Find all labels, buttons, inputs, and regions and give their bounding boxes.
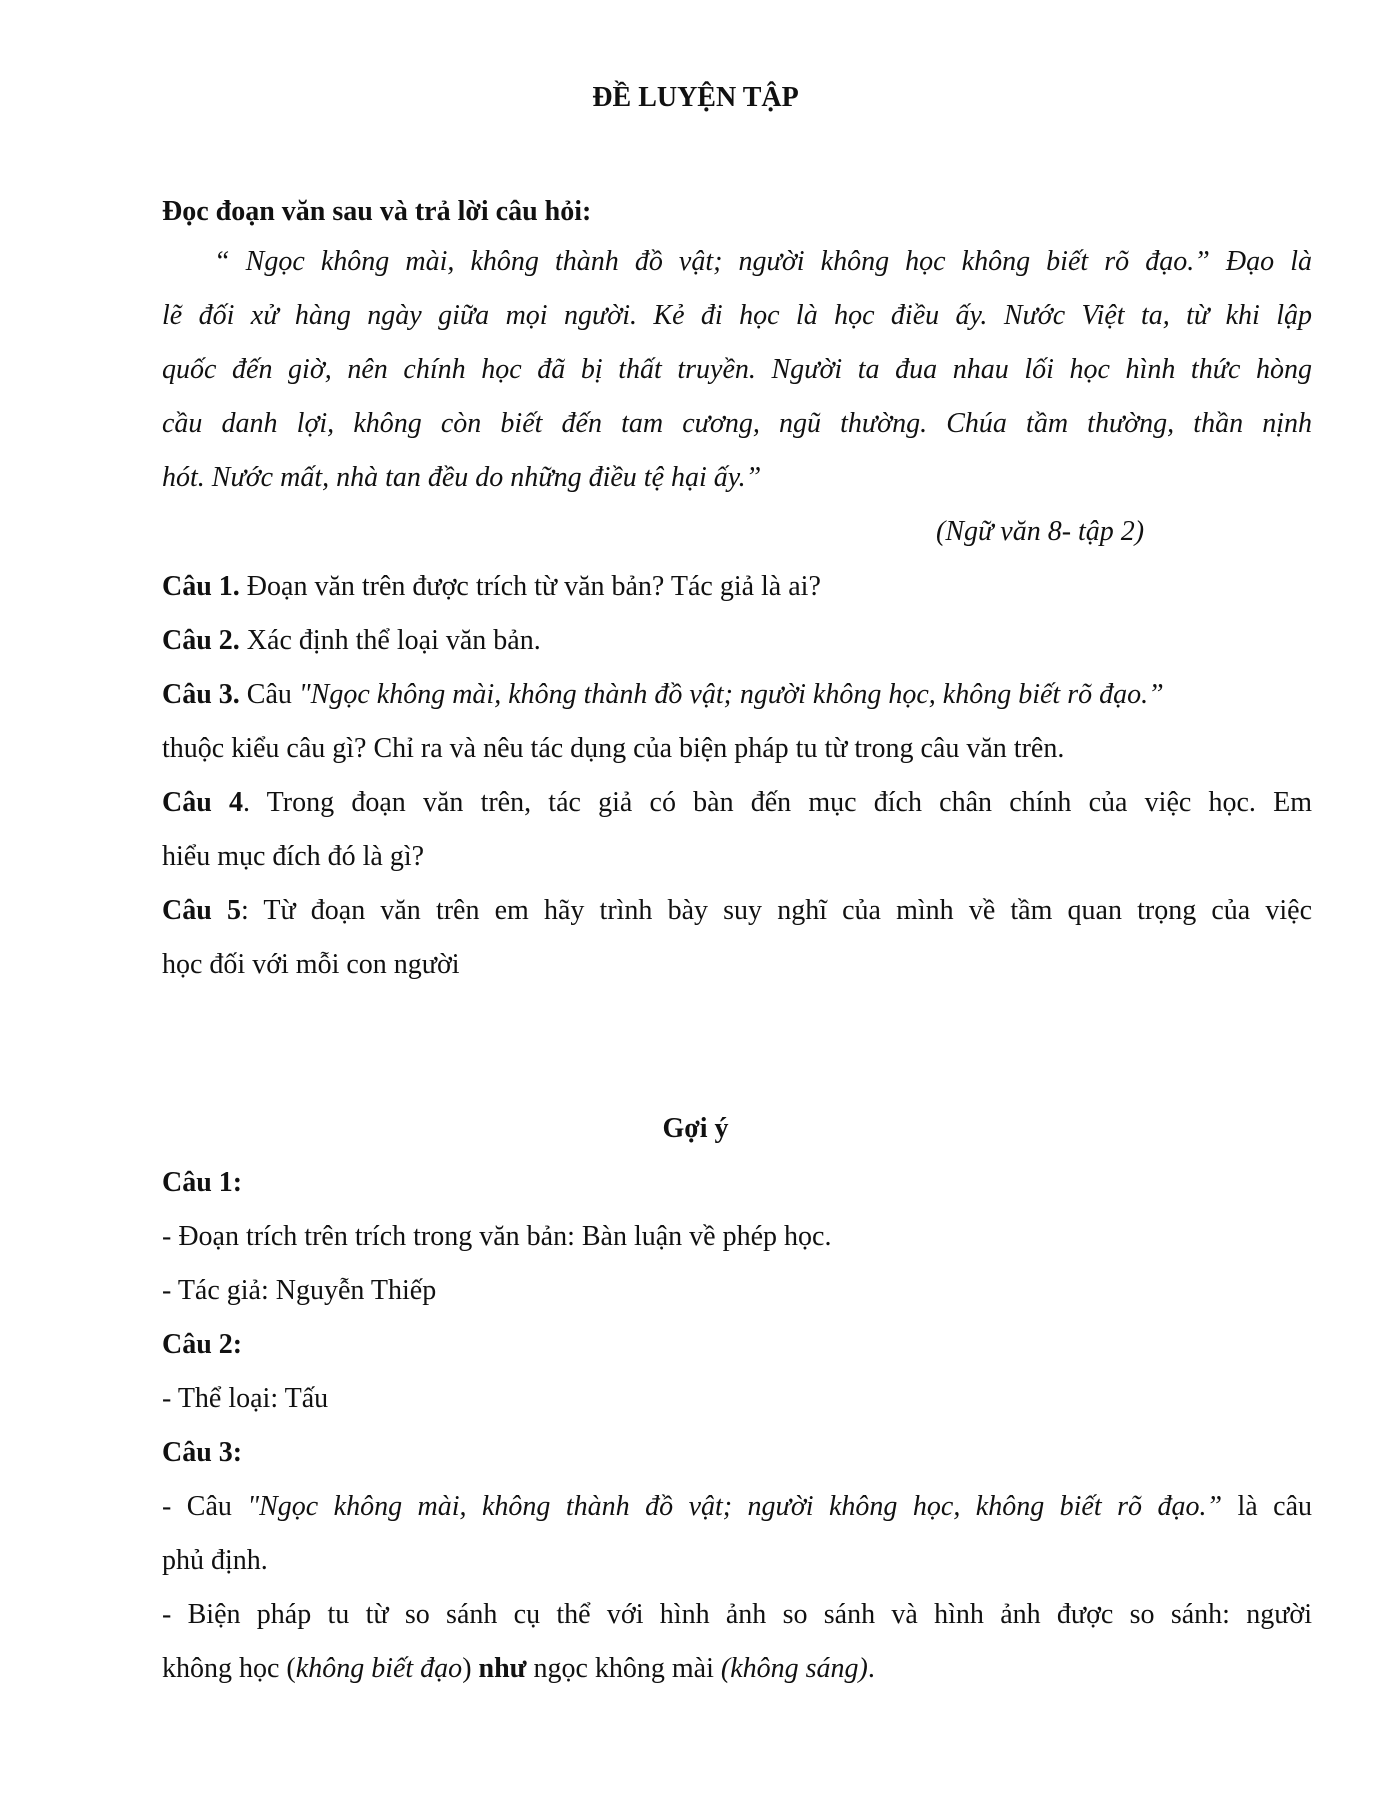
question-5-text: : Từ đoạn văn trên em hãy trình bày suy nghĩ của mình về tầm quan trọng của việc bbox=[240, 895, 1312, 926]
answer-3-post: là câu bbox=[1222, 1491, 1313, 1522]
question-4-text: . Trong đoạn văn trên, tác giả có bàn đến mục đích chân chính của việc học. Em bbox=[243, 787, 1313, 818]
question-3-line-2: thuộc kiểu câu gì? Chỉ ra và nêu tác dụng của biện pháp tu từ trong câu văn trên. bbox=[162, 733, 1065, 764]
answer-2-label: Câu 2: bbox=[162, 1329, 243, 1360]
answer-3-line-4 bbox=[162, 1652, 1312, 1686]
answer-3-line-3: - Biện pháp tu từ so sánh cụ thể với hình ảnh so sánh và hình ảnh được so sánh: người bbox=[162, 1599, 1312, 1630]
answer-3-l4-d: như bbox=[478, 1653, 527, 1684]
answer-3-l4-c: ) bbox=[462, 1653, 479, 1684]
passage-line-2: lẽ đối xử hàng ngày giữa mọi người. Kẻ đi học là học điều ấy. Nước Việt ta, từ khi lập bbox=[162, 300, 1312, 331]
question-1 bbox=[162, 570, 1312, 604]
question-3 bbox=[162, 678, 1312, 712]
question-3-pre: Câu bbox=[239, 679, 299, 710]
question-2 bbox=[162, 624, 1312, 658]
answer-3-l4-f: (không sáng) bbox=[720, 1653, 868, 1684]
answer-3-l4-e: ngọc không mài bbox=[526, 1653, 721, 1684]
question-4 bbox=[162, 786, 1312, 820]
answer-3-line-2: phủ định. bbox=[162, 1545, 268, 1576]
answer-3-l4-b: không biết đạo bbox=[295, 1653, 463, 1684]
answer-2-line-1: - Thể loại: Tấu bbox=[162, 1383, 329, 1414]
passage-line-1: “ Ngọc không mài, không thành đồ vật; người không học không biết rõ đạo.” Đạo là bbox=[214, 246, 1312, 277]
question-2-label: Câu 2. bbox=[162, 625, 240, 656]
answer-3-l4-g: . bbox=[867, 1653, 875, 1684]
answer-1-line-2: - Tác giả: Nguyễn Thiếp bbox=[162, 1275, 437, 1306]
passage-line-5: hót. Nước mất, nhà tan đều do những điều tệ hại ấy.” bbox=[162, 462, 762, 493]
answer-3-l4-a: không học ( bbox=[162, 1653, 296, 1684]
question-4-line-2: hiểu mục đích đó là gì? bbox=[162, 841, 425, 872]
question-5-line-2: học đối với mỗi con người bbox=[162, 949, 460, 980]
passage-source: (Ngữ văn 8- tập 2) bbox=[936, 516, 1145, 547]
answer-1-label: Câu 1: bbox=[162, 1167, 243, 1198]
answer-3-pre: - Câu bbox=[162, 1491, 248, 1522]
question-3-quote: "Ngọc không mài, không thành đồ vật; người không học, không biết rõ đạo.” bbox=[298, 679, 1164, 710]
question-2-text: Xác định thể loại văn bản. bbox=[239, 625, 541, 656]
question-1-label: Câu 1. bbox=[162, 571, 240, 602]
question-1-text: Đoạn văn trên được trích từ văn bản? Tác giả là ai? bbox=[239, 571, 821, 602]
question-4-label: Câu 4 bbox=[162, 787, 243, 818]
instruction: Đọc đoạn văn sau và trả lời câu hỏi: bbox=[162, 196, 592, 227]
hints-heading: Gợi ý bbox=[662, 1113, 729, 1144]
answer-3-line-1 bbox=[162, 1490, 1312, 1524]
page-title: ĐỀ LUYỆN TẬP bbox=[592, 82, 799, 113]
question-5 bbox=[162, 894, 1312, 928]
passage-line-3: quốc đến giờ, nên chính học đã bị thất truyền. Người ta đua nhau lối học hình thức hòng bbox=[162, 354, 1312, 385]
question-5-label: Câu 5 bbox=[162, 895, 241, 926]
answer-1-line-1: - Đoạn trích trên trích trong văn bản: Bàn luận về phép học. bbox=[162, 1221, 832, 1252]
passage-line-4: cầu danh lợi, không còn biết đến tam cương, ngũ thường. Chúa tầm thường, thần nịnh bbox=[162, 408, 1312, 439]
question-3-label: Câu 3. bbox=[162, 679, 240, 710]
answer-3-quote: "Ngọc không mài, không thành đồ vật; người không học, không biết rõ đạo.” bbox=[247, 1491, 1223, 1522]
answer-3-label: Câu 3: bbox=[162, 1437, 243, 1468]
